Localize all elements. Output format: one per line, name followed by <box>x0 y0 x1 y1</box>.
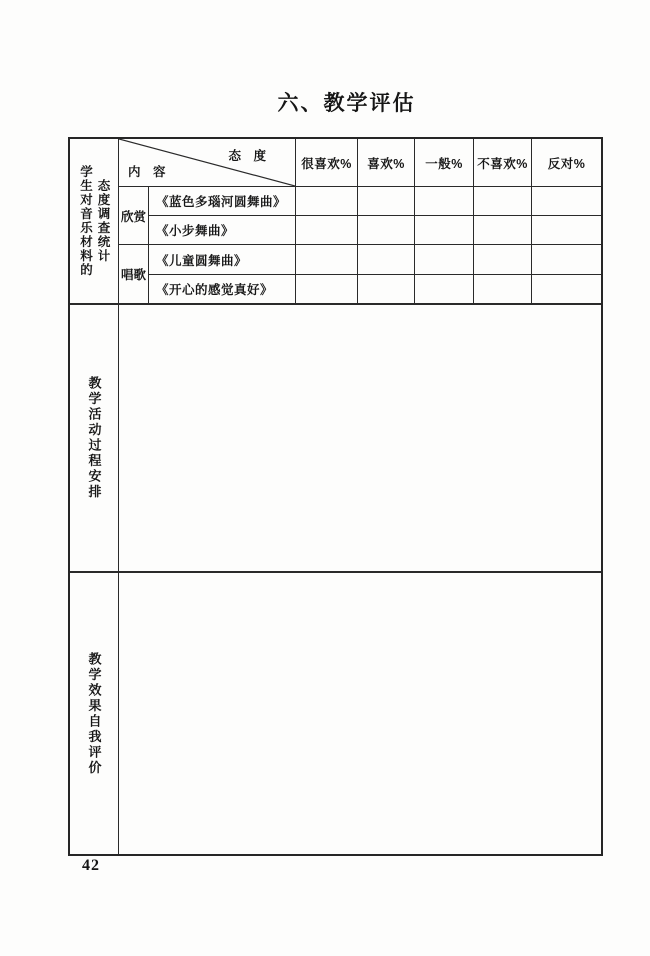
attitude-survey-section <box>70 139 601 303</box>
corner-label-attitude: 态 度 <box>228 149 266 163</box>
corner-label-content: 内 容 <box>128 165 166 179</box>
attitude-cell <box>531 244 601 274</box>
column-header-neutral: 一般% <box>414 139 473 186</box>
attitude-cell <box>531 215 601 244</box>
song-title-blue-danube: 《蓝色多瑙河圆舞曲》 <box>148 186 295 215</box>
attitude-cell <box>295 215 357 244</box>
group-label-appreciation: 欣赏 <box>119 186 148 244</box>
survey-side-label-col2: 态度调查统计 <box>96 179 110 263</box>
attitude-cell <box>357 186 414 215</box>
attitude-cell <box>531 274 601 303</box>
attitude-cell <box>473 186 531 215</box>
group-label-singing: 唱歌 <box>119 244 148 303</box>
attitude-cell <box>414 244 473 274</box>
attitude-cell <box>414 186 473 215</box>
survey-side-label-col1: 学生对音乐材料的 <box>78 165 93 277</box>
evaluation-table <box>68 137 603 856</box>
activities-side-label-text: 教学活动过程安排 <box>86 376 102 500</box>
song-title-minuet: 《小步舞曲》 <box>148 215 295 244</box>
attitude-cell <box>295 244 357 274</box>
survey-grid <box>119 139 601 303</box>
attitude-cell <box>473 274 531 303</box>
survey-side-label <box>70 139 119 303</box>
corner-header-cell <box>119 139 295 186</box>
attitude-cell <box>295 186 357 215</box>
column-header-like: 喜欢% <box>357 139 414 186</box>
self-evaluation-side-label-text: 教学效果自我评价 <box>86 651 102 776</box>
activities-blank-area <box>119 305 601 571</box>
column-header-oppose: 反对% <box>531 139 601 186</box>
song-title-happy-feeling: 《开心的感觉真好》 <box>148 274 295 303</box>
attitude-cell <box>357 244 414 274</box>
activities-side-label <box>70 305 119 571</box>
self-evaluation-section <box>70 571 601 854</box>
self-evaluation-side-label <box>70 573 119 854</box>
teaching-activities-section <box>70 303 601 571</box>
attitude-cell <box>357 215 414 244</box>
attitude-cell <box>414 215 473 244</box>
column-header-dislike: 不喜欢% <box>473 139 531 186</box>
column-header-very-like: 很喜欢% <box>295 139 357 186</box>
attitude-cell <box>295 274 357 303</box>
self-evaluation-blank-area <box>119 573 601 854</box>
attitude-cell <box>473 215 531 244</box>
attitude-cell <box>414 274 473 303</box>
page-title: 六、教学评估 <box>277 92 416 115</box>
attitude-cell <box>473 244 531 274</box>
page-number: 42 <box>82 857 100 874</box>
song-title-children-waltz: 《儿童圆舞曲》 <box>148 244 295 274</box>
attitude-cell <box>531 186 601 215</box>
attitude-cell <box>357 274 414 303</box>
